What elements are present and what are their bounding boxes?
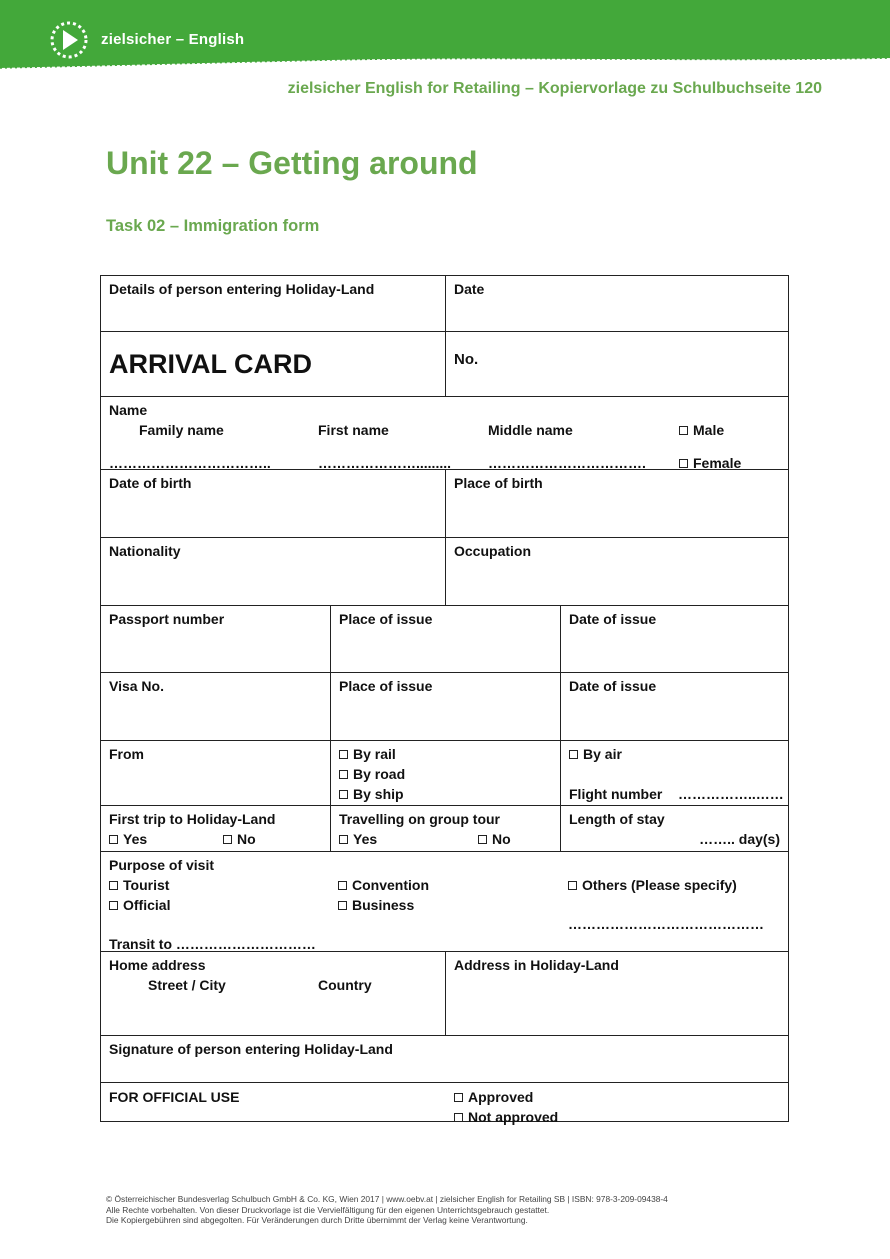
middle-name-field[interactable]: ……………………………. xyxy=(488,455,646,471)
checkbox-icon xyxy=(109,835,118,844)
date-of-birth-label: Date of birth xyxy=(109,475,192,491)
checkbox-icon xyxy=(338,881,347,890)
passport-date-of-issue-cell[interactable] xyxy=(560,606,788,672)
card-title: ARRIVAL CARD xyxy=(109,349,313,379)
holiday-address-label: Address in Holiday-Land xyxy=(454,957,619,973)
transit-field[interactable]: Transit to ………………………… xyxy=(109,936,316,952)
by-ship-checkbox[interactable]: By ship xyxy=(339,786,404,802)
by-rail-checkbox[interactable]: By rail xyxy=(339,746,396,762)
family-name-field[interactable]: …………………………….. xyxy=(109,455,271,471)
group-tour-cell xyxy=(330,806,560,851)
official-checkbox[interactable]: Official xyxy=(109,897,170,913)
place-of-birth-cell[interactable] xyxy=(445,470,788,537)
form-row-signature[interactable] xyxy=(101,1036,788,1083)
occupation-cell[interactable] xyxy=(445,538,788,605)
length-of-stay-cell xyxy=(560,806,788,851)
signature-label: Signature of person entering Holiday-Land xyxy=(109,1041,393,1057)
form-row-birth xyxy=(101,470,788,538)
details-cell[interactable] xyxy=(101,276,445,331)
checkbox-icon xyxy=(679,426,688,435)
place-of-birth-label: Place of birth xyxy=(454,475,543,491)
card-title-cell xyxy=(101,332,445,396)
first-trip-label: First trip to Holiday-Land xyxy=(109,811,276,827)
form-row-address xyxy=(101,952,788,1036)
form-row-details xyxy=(101,276,788,332)
arrival-card-form xyxy=(100,275,789,1125)
visa-date-of-issue-cell[interactable] xyxy=(560,673,788,740)
holiday-address-cell[interactable] xyxy=(445,952,788,1035)
first-trip-yes-checkbox[interactable]: Yes xyxy=(109,831,147,847)
first-name-label: First name xyxy=(318,422,389,438)
visa-place-of-issue-label: Place of issue xyxy=(339,678,433,694)
street-city-label: Street / City xyxy=(148,977,226,993)
length-of-stay-field[interactable]: …….. day(s) xyxy=(699,831,780,847)
others-checkbox[interactable]: Others (Please specify) xyxy=(568,877,737,893)
checkbox-icon xyxy=(109,881,118,890)
passport-date-of-issue-label: Date of issue xyxy=(569,611,657,627)
form-row-nationality xyxy=(101,538,788,606)
first-trip-no-checkbox[interactable]: No xyxy=(223,831,256,847)
occupation-label: Occupation xyxy=(454,543,532,559)
visa-no-cell[interactable] xyxy=(101,673,330,740)
checkbox-icon xyxy=(478,835,487,844)
official-use-label: FOR OFFICIAL USE xyxy=(109,1089,240,1105)
group-tour-yes-checkbox[interactable]: Yes xyxy=(339,831,377,847)
name-label: Name xyxy=(109,402,148,418)
visa-date-of-issue-label: Date of issue xyxy=(569,678,657,694)
passport-place-of-issue-cell[interactable] xyxy=(330,606,560,672)
form-row-visa xyxy=(101,673,788,741)
male-checkbox[interactable]: Male xyxy=(679,422,724,438)
home-address-cell[interactable] xyxy=(101,952,445,1035)
visa-place-of-issue-cell[interactable] xyxy=(330,673,560,740)
not-approved-checkbox[interactable]: Not approved xyxy=(454,1109,558,1125)
form-row-trip xyxy=(101,806,788,852)
middle-name-label: Middle name xyxy=(488,422,573,438)
details-label: Details of person entering Holiday-Land xyxy=(109,281,375,297)
checkbox-icon xyxy=(338,901,347,910)
transport-cell xyxy=(330,741,560,805)
checkbox-icon xyxy=(568,881,577,890)
brand-name: zielsicher – English xyxy=(101,31,245,48)
country-label: Country xyxy=(318,977,372,993)
date-cell[interactable] xyxy=(445,276,788,331)
checkbox-icon xyxy=(339,770,348,779)
group-tour-no-checkbox[interactable]: No xyxy=(478,831,511,847)
checkbox-icon xyxy=(109,901,118,910)
date-of-birth-cell[interactable] xyxy=(101,470,445,537)
convention-checkbox[interactable]: Convention xyxy=(338,877,429,893)
passport-place-of-issue-label: Place of issue xyxy=(339,611,433,627)
from-label: From xyxy=(109,746,144,762)
form-row-name xyxy=(101,397,788,470)
length-of-stay-label: Length of stay xyxy=(569,811,665,827)
from-cell[interactable] xyxy=(101,741,330,805)
checkbox-icon xyxy=(339,790,348,799)
female-checkbox[interactable]: Female xyxy=(679,455,741,471)
form-row-passport xyxy=(101,606,788,673)
tourist-checkbox[interactable]: Tourist xyxy=(109,877,169,893)
home-address-label: Home address xyxy=(109,957,206,973)
checkbox-icon xyxy=(339,835,348,844)
business-checkbox[interactable]: Business xyxy=(338,897,414,913)
air-cell xyxy=(560,741,788,805)
passport-number-label: Passport number xyxy=(109,611,225,627)
checkbox-icon xyxy=(679,459,688,468)
first-trip-cell xyxy=(101,806,330,851)
group-tour-label: Travelling on group tour xyxy=(339,811,500,827)
checkbox-icon xyxy=(223,835,232,844)
page-subtitle: zielsicher English for Retailing – Kopiervorlage zu Schulbuchseite 120 xyxy=(287,80,822,97)
nationality-label: Nationality xyxy=(109,543,181,559)
checkbox-icon xyxy=(454,1113,463,1122)
visa-no-label: Visa No. xyxy=(109,678,164,694)
by-air-checkbox[interactable]: By air xyxy=(569,746,622,762)
by-road-checkbox[interactable]: By road xyxy=(339,766,405,782)
nationality-cell[interactable] xyxy=(101,538,445,605)
purpose-label: Purpose of visit xyxy=(109,857,215,873)
approved-checkbox[interactable]: Approved xyxy=(454,1089,533,1105)
form-row-official-use xyxy=(101,1083,788,1125)
no-cell[interactable] xyxy=(445,332,788,396)
flight-number-field[interactable]: ……………..…… xyxy=(678,786,784,802)
others-field[interactable]: …………………………………… xyxy=(568,916,764,932)
form-row-from xyxy=(101,741,788,806)
footer-line: Die Kopiergebühren sind abgegolten. Für Veränderungen durch Dritte übernimmt der Verlag keine Verantwortung. xyxy=(106,1215,528,1225)
unit-title: Unit 22 – Getting around xyxy=(106,145,478,181)
checkbox-icon xyxy=(339,750,348,759)
checkbox-icon xyxy=(454,1093,463,1102)
checkbox-icon xyxy=(569,750,578,759)
task-title: Task 02 – Immigration form xyxy=(106,217,320,235)
date-label: Date xyxy=(454,281,485,297)
flight-number-label: Flight number xyxy=(569,786,663,802)
no-label: No. xyxy=(454,351,479,368)
copyright-footer xyxy=(106,1194,668,1226)
first-name-field[interactable]: …………………......... xyxy=(318,455,452,471)
footer-line: Alle Rechte vorbehalten. Von dieser Druckvorlage ist die Vervielfältigung für den eigenen Unterrichtsgebrauch gestattet. xyxy=(106,1204,550,1215)
passport-number-cell[interactable] xyxy=(101,606,330,672)
form-row-title xyxy=(101,332,788,397)
family-name-label: Family name xyxy=(139,422,224,438)
form-row-purpose xyxy=(101,852,788,952)
footer-line: © Österreichischer Bundesverlag Schulbuch GmbH & Co. KG, Wien 2017 | www.oebv.at | zielsicher English for Retailing SB | ISBN: 978-3-209-09438-4 xyxy=(106,1194,668,1204)
